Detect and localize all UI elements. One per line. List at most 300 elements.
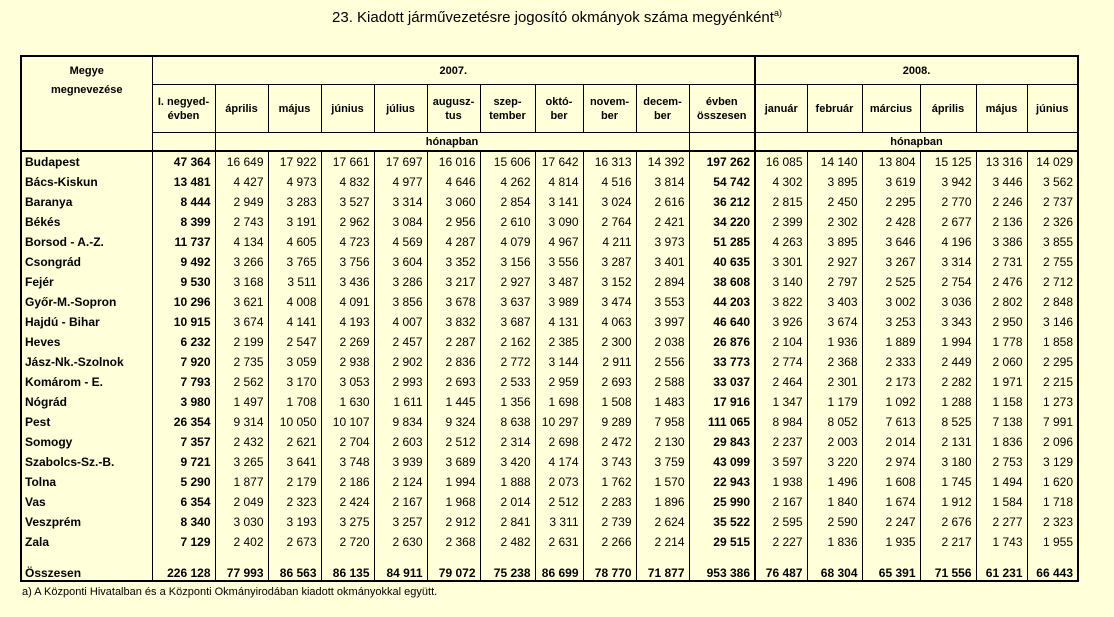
month-cell: 4 516 [583, 172, 636, 192]
month-cell: 17 922 [268, 151, 321, 172]
month-cell: 2 162 [480, 332, 535, 352]
month-cell: 3 144 [535, 352, 583, 372]
month-2007-header-line1: július [386, 102, 415, 115]
month-cell: 2 533 [480, 372, 535, 392]
month-cell: 3 314 [920, 252, 976, 272]
month-cell: 2 368 [427, 532, 480, 552]
month-2007-header-line2: tus [445, 109, 462, 122]
month-cell: 2 630 [374, 532, 427, 552]
month-cell: 1 877 [215, 472, 268, 492]
month-cell: 3 168 [215, 272, 268, 292]
month-2007-header-line1: augusz- [432, 95, 475, 108]
q1-cell: 10 296 [152, 292, 215, 312]
month-cell: 16 085 [755, 151, 807, 172]
month-cell: 3 527 [321, 192, 374, 212]
month-2007-header-line1: május [278, 102, 311, 115]
month-cell: 2 096 [1027, 432, 1078, 452]
month-cell: 2 247 [862, 512, 920, 532]
month-cell: 3 814 [636, 172, 689, 192]
month-cell: 1 584 [976, 492, 1027, 512]
month-2008-header: január [755, 85, 807, 133]
month-cell: 3 756 [321, 252, 374, 272]
month-cell: 2 770 [920, 192, 976, 212]
month-cell: 16 016 [427, 151, 480, 172]
month-cell: 15 125 [920, 151, 976, 172]
month-cell: 9 314 [215, 412, 268, 432]
month-cell: 3 084 [374, 212, 427, 232]
month-cell: 2 282 [920, 372, 976, 392]
year-total-cell: 51 285 [689, 232, 755, 252]
month-cell: 2 712 [1027, 272, 1078, 292]
month-cell: 2 246 [976, 192, 1027, 212]
q1-cell: 5 290 [152, 472, 215, 492]
month-cell: 2 911 [583, 352, 636, 372]
month-cell: 3 989 [535, 292, 583, 312]
month-cell: 9 289 [583, 412, 636, 432]
month-2007-header-line1: szep- [493, 95, 522, 108]
month-cell: 10 297 [535, 412, 583, 432]
month-cell: 1 858 [1027, 332, 1078, 352]
table-row [21, 492, 1078, 512]
month-cell: 3 939 [374, 452, 427, 472]
region-name: Tolna [21, 472, 152, 492]
title-footnote-mark: a) [773, 8, 782, 18]
month-cell: 3 024 [583, 192, 636, 212]
month-cell: 14 029 [1027, 151, 1078, 172]
month-cell: 4 079 [480, 232, 535, 252]
month-2007-header-line1: decem- [643, 95, 682, 108]
month-cell: 3 687 [480, 312, 535, 332]
page-title [0, 8, 1114, 26]
month-cell: 1 745 [920, 472, 976, 492]
month-cell: 4 977 [374, 172, 427, 192]
year-total-cell: 54 742 [689, 172, 755, 192]
month-cell: 4 262 [480, 172, 535, 192]
q1-cell: 7 129 [152, 532, 215, 552]
month-cell: 2 227 [755, 532, 807, 552]
month-cell: 1 698 [535, 392, 583, 412]
month-cell: 2 472 [583, 432, 636, 452]
month-cell: 1 608 [862, 472, 920, 492]
month-cell: 3 748 [321, 452, 374, 472]
month-2007-header [636, 85, 689, 133]
month-cell: 8 984 [755, 412, 807, 432]
month-cell: 4 211 [583, 232, 636, 252]
month-cell: 2 060 [976, 352, 1027, 372]
month-cell: 4 973 [268, 172, 321, 192]
month-cell: 3 401 [636, 252, 689, 272]
month-cell: 3 156 [480, 252, 535, 272]
month-cell: 2 737 [1027, 192, 1078, 212]
region-name: Komárom - E. [21, 372, 152, 392]
month-cell: 1 896 [636, 492, 689, 512]
month-cell: 2 525 [862, 272, 920, 292]
month-cell: 2 603 [374, 432, 427, 452]
q1-cell: 7 920 [152, 352, 215, 372]
month-cell: 2 590 [807, 512, 862, 532]
region-name: Budapest [21, 151, 152, 172]
month-cell: 68 304 [807, 558, 862, 581]
month-cell: 2 049 [215, 492, 268, 512]
q1-header-line1: I. negyed- [157, 95, 210, 108]
month-cell: 4 007 [374, 312, 427, 332]
month-cell: 16 313 [583, 151, 636, 172]
region-name: Csongrád [21, 252, 152, 272]
month-cell: 3 141 [535, 192, 583, 212]
month-cell: 2 428 [862, 212, 920, 232]
month-cell: 2 956 [427, 212, 480, 232]
month-cell: 1 494 [976, 472, 1027, 492]
month-cell: 2 547 [268, 332, 321, 352]
month-2007-header-line1: októ- [545, 95, 573, 108]
month-cell: 2 676 [920, 512, 976, 532]
month-cell: 10 050 [268, 412, 321, 432]
month-cell: 2 449 [920, 352, 976, 372]
month-2007-header-line1: június [331, 102, 364, 115]
month-cell: 1 356 [480, 392, 535, 412]
region-name: Fejér [21, 272, 152, 292]
month-cell: 3 352 [427, 252, 480, 272]
month-cell: 1 936 [807, 332, 862, 352]
table-row [21, 151, 1078, 172]
month-cell: 10 107 [321, 412, 374, 432]
region-header-line2: megnevezése [50, 84, 123, 96]
data-table [20, 55, 1079, 582]
region-name: Összesen [21, 558, 152, 581]
region-name: Pest [21, 412, 152, 432]
month-2007-header-line2: ber [600, 109, 619, 122]
month-2007-header [535, 85, 583, 133]
year-total-cell: 29 515 [689, 532, 755, 552]
year-total-cell: 44 203 [689, 292, 755, 312]
month-cell: 4 287 [427, 232, 480, 252]
month-cell: 4 569 [374, 232, 427, 252]
month-cell: 2 124 [374, 472, 427, 492]
month-cell: 13 316 [976, 151, 1027, 172]
region-name: Hajdú - Bihar [21, 312, 152, 332]
q1-cell: 8 444 [152, 192, 215, 212]
month-cell: 3 386 [976, 232, 1027, 252]
month-cell: 86 135 [321, 558, 374, 581]
month-cell: 4 063 [583, 312, 636, 332]
month-cell: 3 253 [862, 312, 920, 332]
month-cell: 2 950 [976, 312, 1027, 332]
month-cell: 3 556 [535, 252, 583, 272]
month-cell: 1 611 [374, 392, 427, 412]
month-cell: 2 556 [636, 352, 689, 372]
month-cell: 3 311 [535, 512, 583, 532]
q1-sub-header [152, 133, 215, 152]
month-cell: 3 942 [920, 172, 976, 192]
q1-cell: 9 492 [152, 252, 215, 272]
month-cell: 2 797 [807, 272, 862, 292]
month-cell: 2 014 [862, 432, 920, 452]
month-cell: 4 008 [268, 292, 321, 312]
month-cell: 7 138 [976, 412, 1027, 432]
month-cell: 3 637 [480, 292, 535, 312]
month-cell: 2 368 [807, 352, 862, 372]
region-name: Somogy [21, 432, 152, 452]
year-total-cell: 953 386 [689, 558, 755, 581]
month-cell: 3 193 [268, 512, 321, 532]
month-cell: 3 678 [427, 292, 480, 312]
month-cell: 2 326 [1027, 212, 1078, 232]
q1-cell: 8 399 [152, 212, 215, 232]
month-cell: 3 553 [636, 292, 689, 312]
month-cell: 14 392 [636, 151, 689, 172]
month-cell: 2 450 [807, 192, 862, 212]
month-cell: 2 677 [920, 212, 976, 232]
month-cell: 2 333 [862, 352, 920, 372]
month-cell: 3 152 [583, 272, 636, 292]
year-total-cell: 29 843 [689, 432, 755, 452]
month-cell: 1 968 [427, 492, 480, 512]
region-name: Baranya [21, 192, 152, 212]
month-cell: 2 774 [755, 352, 807, 372]
region-name: Borsod - A.-Z. [21, 232, 152, 252]
month-cell: 2 902 [374, 352, 427, 372]
month-cell: 75 238 [480, 558, 535, 581]
month-cell: 3 743 [583, 452, 636, 472]
q1-cell: 9 721 [152, 452, 215, 472]
table-row [21, 312, 1078, 332]
month-cell: 3 621 [215, 292, 268, 312]
month-cell: 1 889 [862, 332, 920, 352]
region-header [21, 56, 152, 151]
month-cell: 78 770 [583, 558, 636, 581]
month-cell: 17 661 [321, 151, 374, 172]
month-cell: 3 474 [583, 292, 636, 312]
month-cell: 77 993 [215, 558, 268, 581]
month-cell: 2 266 [583, 532, 636, 552]
month-cell: 3 832 [427, 312, 480, 332]
table-row [21, 532, 1078, 552]
month-2008-header: március [862, 85, 920, 133]
month-cell: 2 302 [807, 212, 862, 232]
month-2007-header-line2: ber [653, 109, 672, 122]
month-cell: 4 131 [535, 312, 583, 332]
month-2008-header: április [920, 85, 976, 133]
month-cell: 2 610 [480, 212, 535, 232]
month-cell: 3 856 [374, 292, 427, 312]
month-cell: 3 562 [1027, 172, 1078, 192]
month-cell: 2 848 [1027, 292, 1078, 312]
month-cell: 2 131 [920, 432, 976, 452]
year-total-cell: 26 876 [689, 332, 755, 352]
month-cell: 3 420 [480, 452, 535, 472]
month-cell: 15 606 [480, 151, 535, 172]
month-cell: 1 674 [862, 492, 920, 512]
month-cell: 3 487 [535, 272, 583, 292]
month-cell: 71 877 [636, 558, 689, 581]
table-row [21, 332, 1078, 352]
month-cell: 7 991 [1027, 412, 1078, 432]
month-cell: 8 638 [480, 412, 535, 432]
month-cell: 3 267 [862, 252, 920, 272]
month-cell: 65 391 [862, 558, 920, 581]
month-cell: 2 217 [920, 532, 976, 552]
month-cell: 2 512 [535, 492, 583, 512]
month-cell: 3 314 [374, 192, 427, 212]
q1-cell: 6 232 [152, 332, 215, 352]
month-cell: 4 427 [215, 172, 268, 192]
month-cell: 3 140 [755, 272, 807, 292]
month-cell: 3 002 [862, 292, 920, 312]
month-cell: 3 170 [268, 372, 321, 392]
month-cell: 2 974 [862, 452, 920, 472]
month-cell: 3 759 [636, 452, 689, 472]
month-cell: 4 605 [268, 232, 321, 252]
month-cell: 3 343 [920, 312, 976, 332]
month-cell: 2 237 [755, 432, 807, 452]
month-cell: 1 971 [976, 372, 1027, 392]
year-total-cell: 46 640 [689, 312, 755, 332]
month-cell: 2 300 [583, 332, 636, 352]
month-cell: 2 927 [807, 252, 862, 272]
month-cell: 3 997 [636, 312, 689, 332]
year-total-cell: 111 065 [689, 412, 755, 432]
monthly-label-2008: hónapban [755, 133, 1078, 152]
month-cell: 2 385 [535, 332, 583, 352]
q1-cell: 226 128 [152, 558, 215, 581]
table-row [21, 232, 1078, 252]
month-cell: 2 704 [321, 432, 374, 452]
month-cell: 4 302 [755, 172, 807, 192]
month-cell: 2 735 [215, 352, 268, 372]
month-cell: 86 563 [268, 558, 321, 581]
month-cell: 2 104 [755, 332, 807, 352]
month-cell: 1 840 [807, 492, 862, 512]
month-cell: 1 347 [755, 392, 807, 412]
month-cell: 17 642 [535, 151, 583, 172]
month-cell: 3 674 [215, 312, 268, 332]
year-total-cell: 36 212 [689, 192, 755, 212]
month-cell: 86 699 [535, 558, 583, 581]
q1-header [152, 85, 215, 133]
month-cell: 3 646 [862, 232, 920, 252]
month-cell: 2 167 [374, 492, 427, 512]
month-cell: 2 003 [807, 432, 862, 452]
month-cell: 2 287 [427, 332, 480, 352]
month-2007-header [480, 85, 535, 133]
month-cell: 1 179 [807, 392, 862, 412]
month-cell: 3 446 [976, 172, 1027, 192]
table-row [21, 352, 1078, 372]
month-cell: 4 193 [321, 312, 374, 332]
month-cell: 2 269 [321, 332, 374, 352]
month-cell: 2 179 [268, 472, 321, 492]
table-row [21, 512, 1078, 532]
month-cell: 3 619 [862, 172, 920, 192]
month-cell: 17 697 [374, 151, 427, 172]
month-cell: 16 649 [215, 151, 268, 172]
month-cell: 4 723 [321, 232, 374, 252]
month-cell: 3 191 [268, 212, 321, 232]
month-cell: 1 273 [1027, 392, 1078, 412]
total-sub-header [689, 133, 755, 152]
year-total-cell: 17 916 [689, 392, 755, 412]
month-cell: 2 464 [755, 372, 807, 392]
month-cell: 61 231 [976, 558, 1027, 581]
month-cell: 1 935 [862, 532, 920, 552]
month-cell: 4 134 [215, 232, 268, 252]
month-cell: 2 167 [755, 492, 807, 512]
month-cell: 2 186 [321, 472, 374, 492]
month-cell: 1 994 [920, 332, 976, 352]
table-row [21, 292, 1078, 312]
month-cell: 2 772 [480, 352, 535, 372]
q1-cell: 6 354 [152, 492, 215, 512]
region-name: Nógrád [21, 392, 152, 412]
month-cell: 4 174 [535, 452, 583, 472]
month-cell: 76 487 [755, 558, 807, 581]
month-cell: 2 432 [215, 432, 268, 452]
month-cell: 2 199 [215, 332, 268, 352]
month-cell: 2 424 [321, 492, 374, 512]
month-cell: 3 436 [321, 272, 374, 292]
month-cell: 2 215 [1027, 372, 1078, 392]
month-2007-header-line1: április [225, 102, 258, 115]
year-total-cell: 33 037 [689, 372, 755, 392]
month-cell: 1 743 [976, 532, 1027, 552]
month-cell: 2 295 [1027, 352, 1078, 372]
month-2007-header-line2: tember [489, 109, 526, 122]
month-cell: 3 641 [268, 452, 321, 472]
month-cell: 2 621 [268, 432, 321, 452]
month-cell: 3 286 [374, 272, 427, 292]
month-cell: 71 556 [920, 558, 976, 581]
month-cell: 1 092 [862, 392, 920, 412]
year-total-cell: 22 943 [689, 472, 755, 492]
month-cell: 2 624 [636, 512, 689, 532]
month-cell: 2 631 [535, 532, 583, 552]
month-2008-header: május [976, 85, 1027, 133]
month-cell: 2 959 [535, 372, 583, 392]
table-row [21, 212, 1078, 232]
title-text: 23. Kiadott járművezetésre jogosító okmányok száma megyénként [332, 9, 774, 26]
month-cell: 2 421 [636, 212, 689, 232]
month-cell: 2 402 [215, 532, 268, 552]
month-cell: 3 973 [636, 232, 689, 252]
month-cell: 2 476 [976, 272, 1027, 292]
month-cell: 2 836 [427, 352, 480, 372]
month-cell: 4 091 [321, 292, 374, 312]
month-cell: 2 993 [374, 372, 427, 392]
month-cell: 4 967 [535, 232, 583, 252]
q1-header-line2: évben [167, 109, 200, 122]
month-cell: 2 673 [268, 532, 321, 552]
monthly-label-2007: hónapban [215, 133, 689, 152]
month-cell: 1 497 [215, 392, 268, 412]
year-2007-header: 2007. [152, 56, 755, 85]
month-cell: 2 323 [268, 492, 321, 512]
month-cell: 2 616 [636, 192, 689, 212]
q1-cell: 11 737 [152, 232, 215, 252]
month-cell: 3 030 [215, 512, 268, 532]
month-cell: 3 275 [321, 512, 374, 532]
month-cell: 2 457 [374, 332, 427, 352]
month-cell: 3 855 [1027, 232, 1078, 252]
month-cell: 8 525 [920, 412, 976, 432]
month-2007-header [374, 85, 427, 133]
month-cell: 3 674 [807, 312, 862, 332]
table-row [21, 192, 1078, 212]
month-cell: 1 762 [583, 472, 636, 492]
month-cell: 3 689 [427, 452, 480, 472]
month-cell: 2 815 [755, 192, 807, 212]
year-total-header [689, 85, 755, 133]
month-cell: 3 895 [807, 172, 862, 192]
